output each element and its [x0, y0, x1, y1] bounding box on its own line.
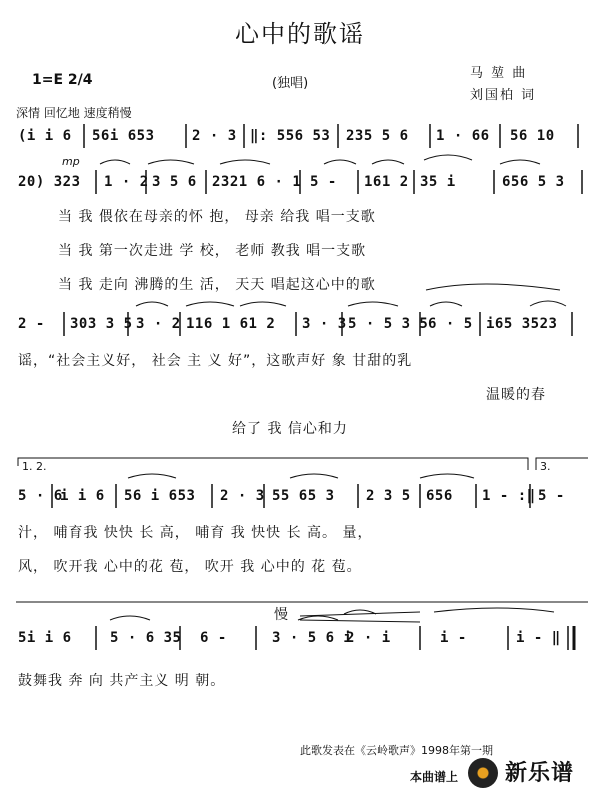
- line2-measure-3: 3 5 6: [152, 174, 197, 190]
- volta-first-ending: 1. 2.: [22, 460, 47, 473]
- line4-measure-6: 2 3 5: [366, 488, 411, 504]
- line5-measure-3: 6 -: [200, 630, 227, 646]
- line2-measure-2: 1 · 2: [104, 174, 149, 190]
- composer-credit: 马 堃 曲: [470, 66, 528, 81]
- line4-measure-2: i i 6: [60, 488, 105, 504]
- key-time-signature: 1=E 2/4: [32, 72, 93, 88]
- line1-measure-3: 2 · 3: [192, 128, 237, 144]
- line5-measure-2: 5 · 6 35: [110, 630, 182, 646]
- line4-lyric-verse-1: 汁， 哺育我 快快 长 高， 哺育 我 快快 长 高。 量，: [18, 525, 373, 541]
- line2-measure-7: 35 i: [420, 174, 456, 190]
- brand-logo: 新乐谱: [505, 761, 575, 786]
- lyricist-credit: 刘国柏 词: [470, 88, 537, 103]
- line1-measure-5: 235 5 6: [346, 128, 409, 144]
- line3-measure-1: 2 -: [18, 316, 45, 332]
- line4-measure-3: 56 i 653: [124, 488, 196, 504]
- line2-measure-6: 161 2: [364, 174, 409, 190]
- song-title: 心中的歌谣: [235, 20, 365, 48]
- tempo-slow-mark: 慢: [274, 607, 289, 623]
- line3-lyric-verse-1: 谣，“社会主义好， 社会 主 义 好”，这歌声好 象 甘甜的乳: [18, 353, 413, 369]
- line1-measure-2: 56i 653: [92, 128, 155, 144]
- line3-measure-7: 6 · 5: [428, 316, 473, 332]
- line5-measure-7: i - ‖: [516, 630, 561, 646]
- line1-measure-6: 1 · 66: [436, 128, 490, 144]
- line2-lyric-verse-2: 当 我 第一次走进 学 校， 老师 教我 唱一支歌: [58, 243, 367, 259]
- line3-measure-2: 303 3 5: [70, 316, 133, 332]
- line5-measure-1: 5i i 6: [18, 630, 72, 646]
- line1-measure-7: 56 10: [510, 128, 555, 144]
- line2-lyric-verse-1: 当 我 偎依在母亲的怀 抱， 母亲 给我 唱一支歌: [58, 209, 376, 225]
- line5-lyric: 鼓舞我 奔 向 共产主义 明 朝。: [18, 673, 226, 689]
- performance-mode: (独唱): [272, 76, 309, 91]
- line1-measure-4: ‖: 556 53: [250, 128, 331, 144]
- line3-measure-6: 5 · 5 3 5: [348, 316, 429, 332]
- line3-measure-5: 3 · 3: [302, 316, 347, 332]
- watermark-tagline: 本曲谱上: [410, 770, 459, 784]
- line5-measure-6: i -: [440, 630, 467, 646]
- line3-measure-4: 116 1 61 2: [186, 316, 276, 332]
- line3-measure-8: i65 3523: [486, 316, 558, 332]
- line3-lyric-verse-3: 给了 我 信心和力: [232, 421, 348, 437]
- tempo-marking: 深情 回忆地 速度稍慢: [16, 106, 132, 120]
- line2-measure-1: 20) 323: [18, 174, 81, 190]
- volta-second-ending: 3.: [540, 460, 551, 473]
- line4-measure-7: 656: [426, 488, 453, 504]
- line3-measure-3: 3 · 2: [136, 316, 181, 332]
- line4-measure-8: 1 - :‖: [482, 488, 536, 504]
- line5-measure-5: 2 · i: [346, 630, 391, 646]
- record-disc-icon: [468, 758, 498, 788]
- line2-measure-5: 5 -: [310, 174, 337, 190]
- line2-measure-8: 656 5 3: [502, 174, 565, 190]
- line2-measure-4: 2321 6 · 1: [212, 174, 302, 190]
- line4-lyric-verse-2: 风， 吹开我 心中的花 苞， 吹开 我 心中的 花 苞。: [18, 559, 362, 575]
- line5-measure-4: 3 · 5 6 i: [272, 630, 353, 646]
- dynamic-mp: mp: [62, 155, 80, 168]
- line2-lyric-verse-3: 当 我 走向 沸腾的生 活， 天天 唱起这心中的歌: [58, 277, 376, 293]
- line4-measure-5: 55 65 3: [272, 488, 335, 504]
- line4-measure-1: 5 · 6: [18, 488, 63, 504]
- line4-measure-9: 5 -: [538, 488, 565, 504]
- publication-note: 此歌发表在《云岭歌声》1998年第一期: [300, 744, 493, 757]
- line3-lyric-verse-2: 温暖的春: [486, 387, 546, 403]
- line1-measure-1: (i i 6: [18, 128, 72, 144]
- line4-measure-4: 2 · 3: [220, 488, 265, 504]
